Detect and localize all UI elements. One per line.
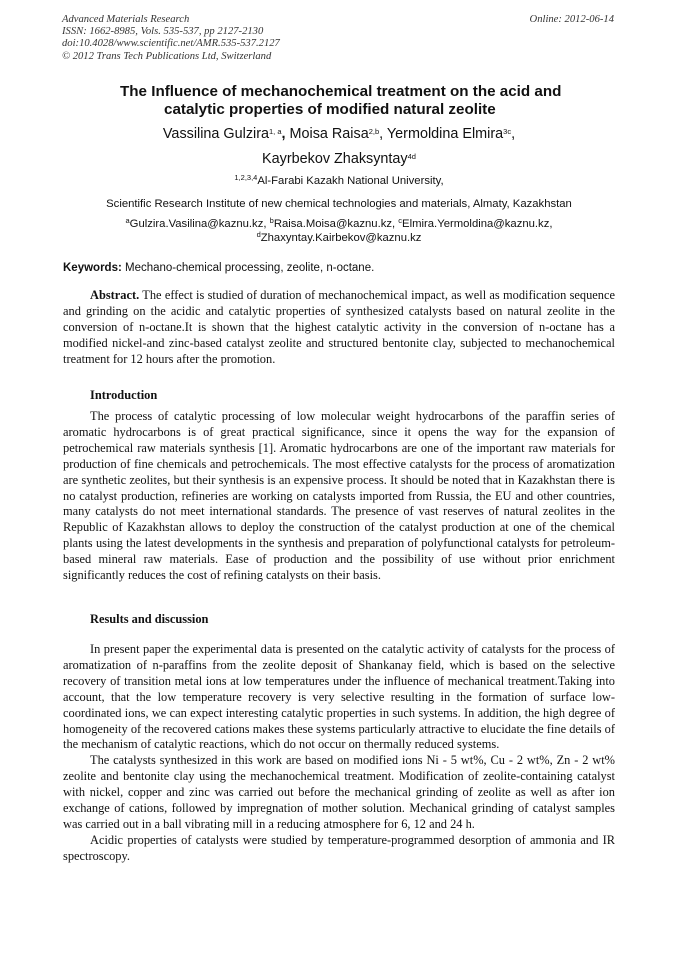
author-sup: 1, a bbox=[269, 126, 282, 136]
author-list-line-2 bbox=[0, 150, 678, 168]
author-name: Vassilina Gulzira bbox=[162, 126, 270, 142]
author-name: Yermoldina Elmira bbox=[386, 126, 504, 142]
journal-issn: ISSN: 1662-8985, Vols. 535-537, pp 2127-2130 bbox=[62, 26, 264, 38]
email-list bbox=[0, 215, 678, 245]
affiliation-university bbox=[0, 173, 678, 189]
title-line-1: The Influence of mechanochemical treatment on the acid and bbox=[120, 83, 562, 100]
abstract bbox=[63, 288, 615, 368]
email-sup: a bbox=[125, 215, 130, 225]
introduction-heading: Introduction bbox=[90, 388, 158, 402]
affiliation-institute: Scientific Research Institute of new chemical technologies and materials, Almaty, Kazakhstan bbox=[106, 198, 572, 210]
journal-name: Advanced Materials Research bbox=[62, 14, 190, 25]
keywords-label: Keywords: bbox=[63, 262, 122, 274]
results-body bbox=[63, 642, 615, 865]
author-sep: , bbox=[281, 126, 286, 142]
results-heading: Results and discussion bbox=[90, 612, 209, 626]
introduction-body bbox=[63, 409, 615, 584]
paragraph: The process of catalytic processing of low molecular weight hydrocarbons of the paraffin series of aromatic hydrocarbons is of great practical significance, since it opens the way for the expansion of petrochemical raw materials synthesis [1]. Aromatic hydrocarbons are one of the important raw materials for production of fine chemicals and petrochemicals. The most effective catalysts for the process of aromatization are synthetic zeolites, but their synthesis is an expensive process. It should be noted that in Kazakhstan there is no catalyst production, refineries are working on catalysts imported from Russia, the EU and other countries, many catalysts do not meet international standards. The presence of vast reserves of natural zeolites in the Republic of Kazakhstan allows to deploy the construction of the catalyst production at one of the chemical plants using the latest developments in the synthesis and preparation of polyfunctional catalysts for petroleum-based mineral raw materials. Ease of production and the possibility of use without prior enrichment significantly reduces the cost of refining catalysts on their basis. bbox=[63, 409, 615, 583]
email-address[interactable]: Gulzira.Vasilina@kaznu.kz, bbox=[129, 218, 267, 230]
online-date: Online: 2012-06-14 bbox=[529, 14, 614, 25]
email-sup: c bbox=[398, 215, 403, 225]
journal-copyright: © 2012 Trans Tech Publications Ltd, Switzerland bbox=[62, 50, 272, 62]
affiliation-sup: 1,2,3,4 bbox=[234, 172, 258, 182]
email-address[interactable]: Elmira.Yermoldina@kaznu.kz, bbox=[402, 218, 553, 230]
email-line-2 bbox=[0, 229, 678, 246]
abstract-label: Abstract. bbox=[90, 288, 140, 302]
paragraph: In present paper the experimental data is presented on the catalytic activity of catalysts for the process of aromatization of n-paraffins from the zeolite deposit of Shankanay field, which is based on the selective recovery of transition metal ions at low temperatures under the influence of mechanical treatment.Taking into account, that the low temperature recovery is very selective resulting in the formation of surface low-coordinated ions, we can expect interesting catalytic properties in such systems. In addition, the high degree of homogeneity of the recovered cations makes these systems particularly attractive to elucidate the fine details of the mechanism of catalytic reactions, which do not occur on thermally reduced systems. bbox=[63, 642, 615, 752]
author-sup: 4d bbox=[407, 151, 416, 161]
email-address[interactable]: Zhaxyntay.Kairbekov@kaznu.kz bbox=[260, 231, 422, 244]
email-address[interactable]: Raisa.Moisa@kaznu.kz, bbox=[273, 218, 396, 230]
keywords-text: Mechano-chemical processing, zeolite, n-octane. bbox=[125, 262, 375, 274]
university-name: Al-Farabi Kazakh National University, bbox=[257, 175, 444, 187]
author-name: Moisa Raisa bbox=[289, 126, 369, 142]
keywords bbox=[63, 261, 374, 275]
abstract-text: The effect is studied of duration of mechanochemical impact, as well as modification sequence and grinding on the acidic and catalytic properties of synthesized catalysts based on natural zeolite in the conversion of n-octane.It is shown that the highest catalytic activity in the conversion of n-octane has a modified nickel-and zinc-based catalyst zeolite and structured bentonite clay, subjected to mechanochemical treatment for 12 hours after the promotion. bbox=[63, 288, 616, 366]
title-line-2: catalytic properties of modified natural zeolite bbox=[164, 101, 496, 118]
journal-doi: doi:10.4028/www.scientific.net/AMR.535-537.2127 bbox=[62, 38, 280, 50]
author-sup: 2,b bbox=[368, 126, 380, 136]
email-sup: b bbox=[269, 215, 274, 225]
journal-header bbox=[62, 14, 280, 63]
author-list bbox=[0, 125, 678, 143]
paragraph: Acidic properties of catalysts were studied by temperature-programmed desorption of ammonia and IR spectroscopy. bbox=[63, 832, 615, 863]
paragraph: The catalysts synthesized in this work are based on modified ions Ni - 5 wt%, Cu - 2 wt%, Zn - 2 wt% zeolite and bentonite clay using the mechanochemical treatment. Modification of zeolite-containing catalyst with nickel, copper and zinc was carried out before the mechanical grinding of zeolite as well as after ion exchange of cations, followed by impregnation of mother solution. Mechanical grinding of catalyst samples was carried out in a ball vibrating mill in a reducing atmosphere for 6, 12 and 24 h. bbox=[63, 753, 615, 831]
author-sup: 3c bbox=[503, 126, 512, 136]
author-name: Kayrbekov Zhaksyntay bbox=[262, 151, 408, 167]
email-line-1 bbox=[0, 215, 678, 232]
author-sep: , bbox=[511, 126, 516, 142]
author-sep: , bbox=[379, 126, 384, 142]
email-sup: d bbox=[256, 229, 261, 239]
paper-title bbox=[70, 83, 630, 119]
